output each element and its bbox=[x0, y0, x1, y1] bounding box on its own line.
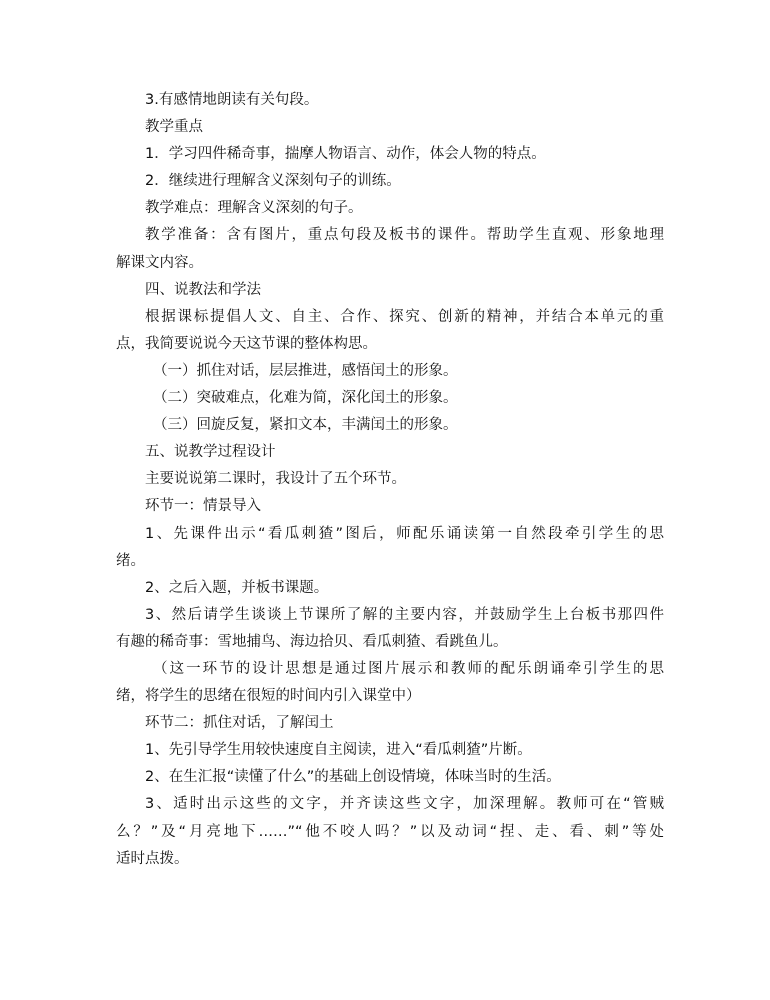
paragraph-line: 解课文内容。 bbox=[116, 254, 203, 271]
paragraph-line: 1、先引导学生用较快速度自主阅读，进入“看瓜刺猹”片断。 bbox=[145, 742, 532, 759]
paragraph-line: 教学准备：含有图片，重点句段及板书的课件。帮助学生直观、形象地理 bbox=[145, 227, 664, 244]
paragraph-line: （这一环节的设计思想是通过图片展示和教师的配乐朗诵牵引学生的思 bbox=[153, 660, 664, 677]
document-body bbox=[116, 87, 664, 873]
paragraph-line: 环节一：情景导入 bbox=[145, 498, 261, 515]
paragraph-line: 2、在生汇报“读懂了什么”的基础上创设情境，体味当时的生活。 bbox=[145, 769, 561, 786]
paragraph-line: 五、说教学过程设计 bbox=[145, 444, 276, 461]
paragraph-line: 3、适时出示这些的文字，并齐读这些文字，加深理解。教师可在“管贼 bbox=[145, 796, 664, 813]
paragraph-line: 绪。 bbox=[116, 552, 145, 569]
paragraph-line: 教学重点 bbox=[145, 119, 203, 136]
paragraph-line: 2、之后入题，并板书课题。 bbox=[145, 579, 329, 596]
paragraph-line: 1、先课件出示“看瓜刺猹”图后，师配乐诵读第一自然段牵引学生的思 bbox=[145, 525, 664, 542]
paragraph-line: 1．学习四件稀奇事，揣摩人物语言、动作，体会人物的特点。 bbox=[145, 146, 546, 163]
paragraph-line: 适时点拨。 bbox=[116, 850, 189, 867]
paragraph-line: 2．继续进行理解含义深刻句子的训练。 bbox=[145, 173, 401, 190]
paragraph-line: 教学难点：理解含义深刻的句子。 bbox=[145, 200, 363, 217]
paragraph-line: （二）突破难点，化难为简，深化闰土的形象。 bbox=[153, 390, 458, 407]
paragraph-line: 根据课标提倡人文、自主、合作、探究、创新的精神，并结合本单元的重 bbox=[145, 308, 664, 325]
paragraph-line: 3.有感情地朗读有关句段。 bbox=[145, 92, 319, 108]
paragraph-line: 环节二：抓住对话，了解闰土 bbox=[145, 715, 334, 732]
paragraph-line: （三）回旋反复，紧扣文本，丰满闰土的形象。 bbox=[153, 417, 458, 434]
paragraph-line: 有趣的稀奇事：雪地捕鸟、海边拾贝、看瓜刺猹、看跳鱼儿。 bbox=[116, 633, 508, 650]
paragraph-line: 绪，将学生的思绪在很短的时间内引入课堂中） bbox=[116, 688, 421, 705]
paragraph-line: （一）抓住对话，层层推进，感悟闰土的形象。 bbox=[153, 362, 458, 379]
paragraph-line: 3、然后请学生谈谈上节课所了解的主要内容，并鼓励学生上台板书那四件 bbox=[145, 606, 664, 623]
paragraph-line: 么？”及“月亮地下……”“他不咬人吗？”以及动词“捏、走、看、刺”等处 bbox=[116, 823, 664, 840]
paragraph-line: 四、说教法和学法 bbox=[145, 281, 261, 298]
paragraph-line: 点，我简要说说今天这节课的整体构思。 bbox=[116, 335, 377, 352]
paragraph-line: 主要说说第二课时，我设计了五个环节。 bbox=[145, 471, 406, 488]
